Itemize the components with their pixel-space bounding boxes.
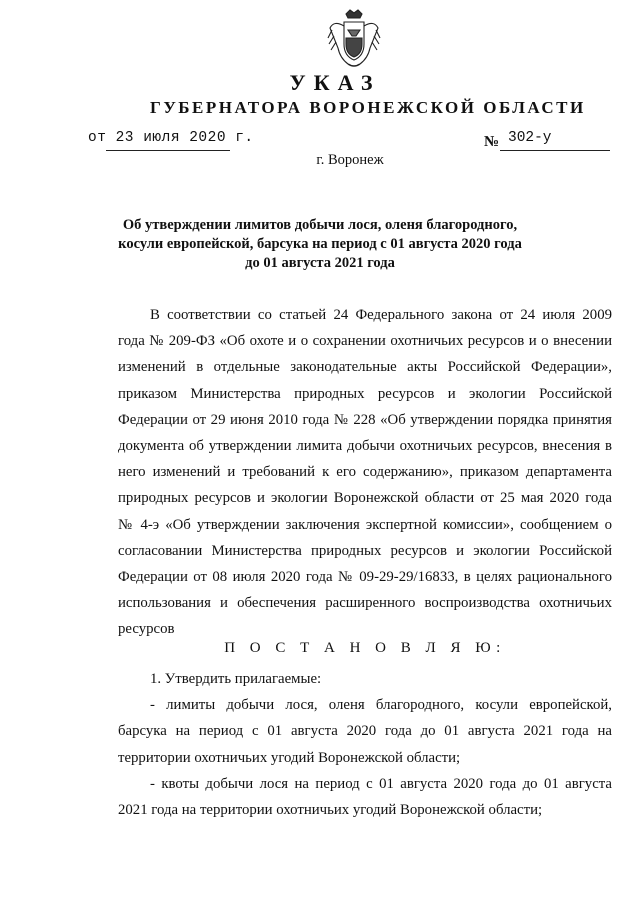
decree-number: 302-у — [508, 130, 552, 146]
text-line: природных ресурсов и экологии Воронежской области от 25 мая 2020 года — [118, 490, 612, 507]
heading-line: до 01 августа 2021 года — [245, 255, 395, 271]
decree-subtitle: ГУБЕРНАТОРА ВОРОНЕЖСКОЙ ОБЛАСТИ — [150, 98, 586, 117]
text-line: В соответствии со статьей 24 Федерального закона от 24 июля 2009 — [150, 307, 612, 323]
date-underline — [106, 150, 230, 151]
number-underline — [500, 150, 610, 151]
item-line: 2021 года на территории охотничьих угодий Воронежской области; — [118, 801, 543, 818]
text-line: согласовании Министерства природных ресурсов и экологии Российской — [118, 542, 612, 559]
decree-operative-word: П О С Т А Н О В Л Я Ю: — [224, 640, 506, 656]
decree-date: от 23 июля 2020 г. — [88, 130, 254, 146]
decree-items — [118, 666, 612, 823]
text-line: Федерации от 08 июля 2020 года № 09-29-29/16833, в целях рационального — [118, 568, 612, 585]
document-heading — [110, 216, 530, 273]
item-line: барсука на период с 01 августа 2020 года до 01 августа 2021 года на — [118, 723, 612, 740]
text-line: приказом Министерства природных ресурсов и экологии Российской — [118, 385, 612, 402]
preamble-paragraph — [118, 302, 612, 642]
item-line: территории охотничьих угодий Воронежской области; — [118, 749, 461, 766]
text-line: Федерации от 29 июня 2010 года № 228 «Об утверждении порядка принятия — [118, 411, 612, 428]
item-line: - квоты добычи лося на период с 01 августа 2020 года до 01 августа — [150, 775, 612, 792]
text-line: № 4-э «Об утверждении заключения экспертной комиссии», сообщением о — [118, 516, 612, 533]
coat-of-arms-emblem — [326, 8, 382, 70]
text-line: документа об утверждении лимита добычи охотничьих ресурсов, внесения в — [118, 437, 612, 454]
number-sign: № — [484, 134, 500, 150]
decree-title: УКАЗ — [289, 70, 381, 95]
text-line: него изменений и требований к его содержанию», приказом департамента — [118, 464, 612, 481]
text-line: ресурсов — [118, 621, 175, 638]
text-line: использования и обеспечения расширенного воспроизводства охотничьих — [118, 595, 612, 612]
heading-line: Об утверждении лимитов добычи лося, оленя благородного, — [122, 217, 518, 233]
text-line: года № 209-ФЗ «Об охоте и о сохранении охотничьих ресурсов и о внесении — [118, 333, 612, 350]
text-line: изменений в отдельные законодательные акты Российской Федерации», — [118, 359, 612, 376]
heading-line: косули европейской, барсука на период с 01 августа 2020 года — [118, 236, 522, 252]
item-line: 1. Утвердить прилагаемые: — [150, 671, 322, 687]
item-line: - лимиты добычи лося, оленя благородного, косули европейской, — [150, 697, 612, 714]
city-label: г. Воронеж — [316, 152, 384, 168]
